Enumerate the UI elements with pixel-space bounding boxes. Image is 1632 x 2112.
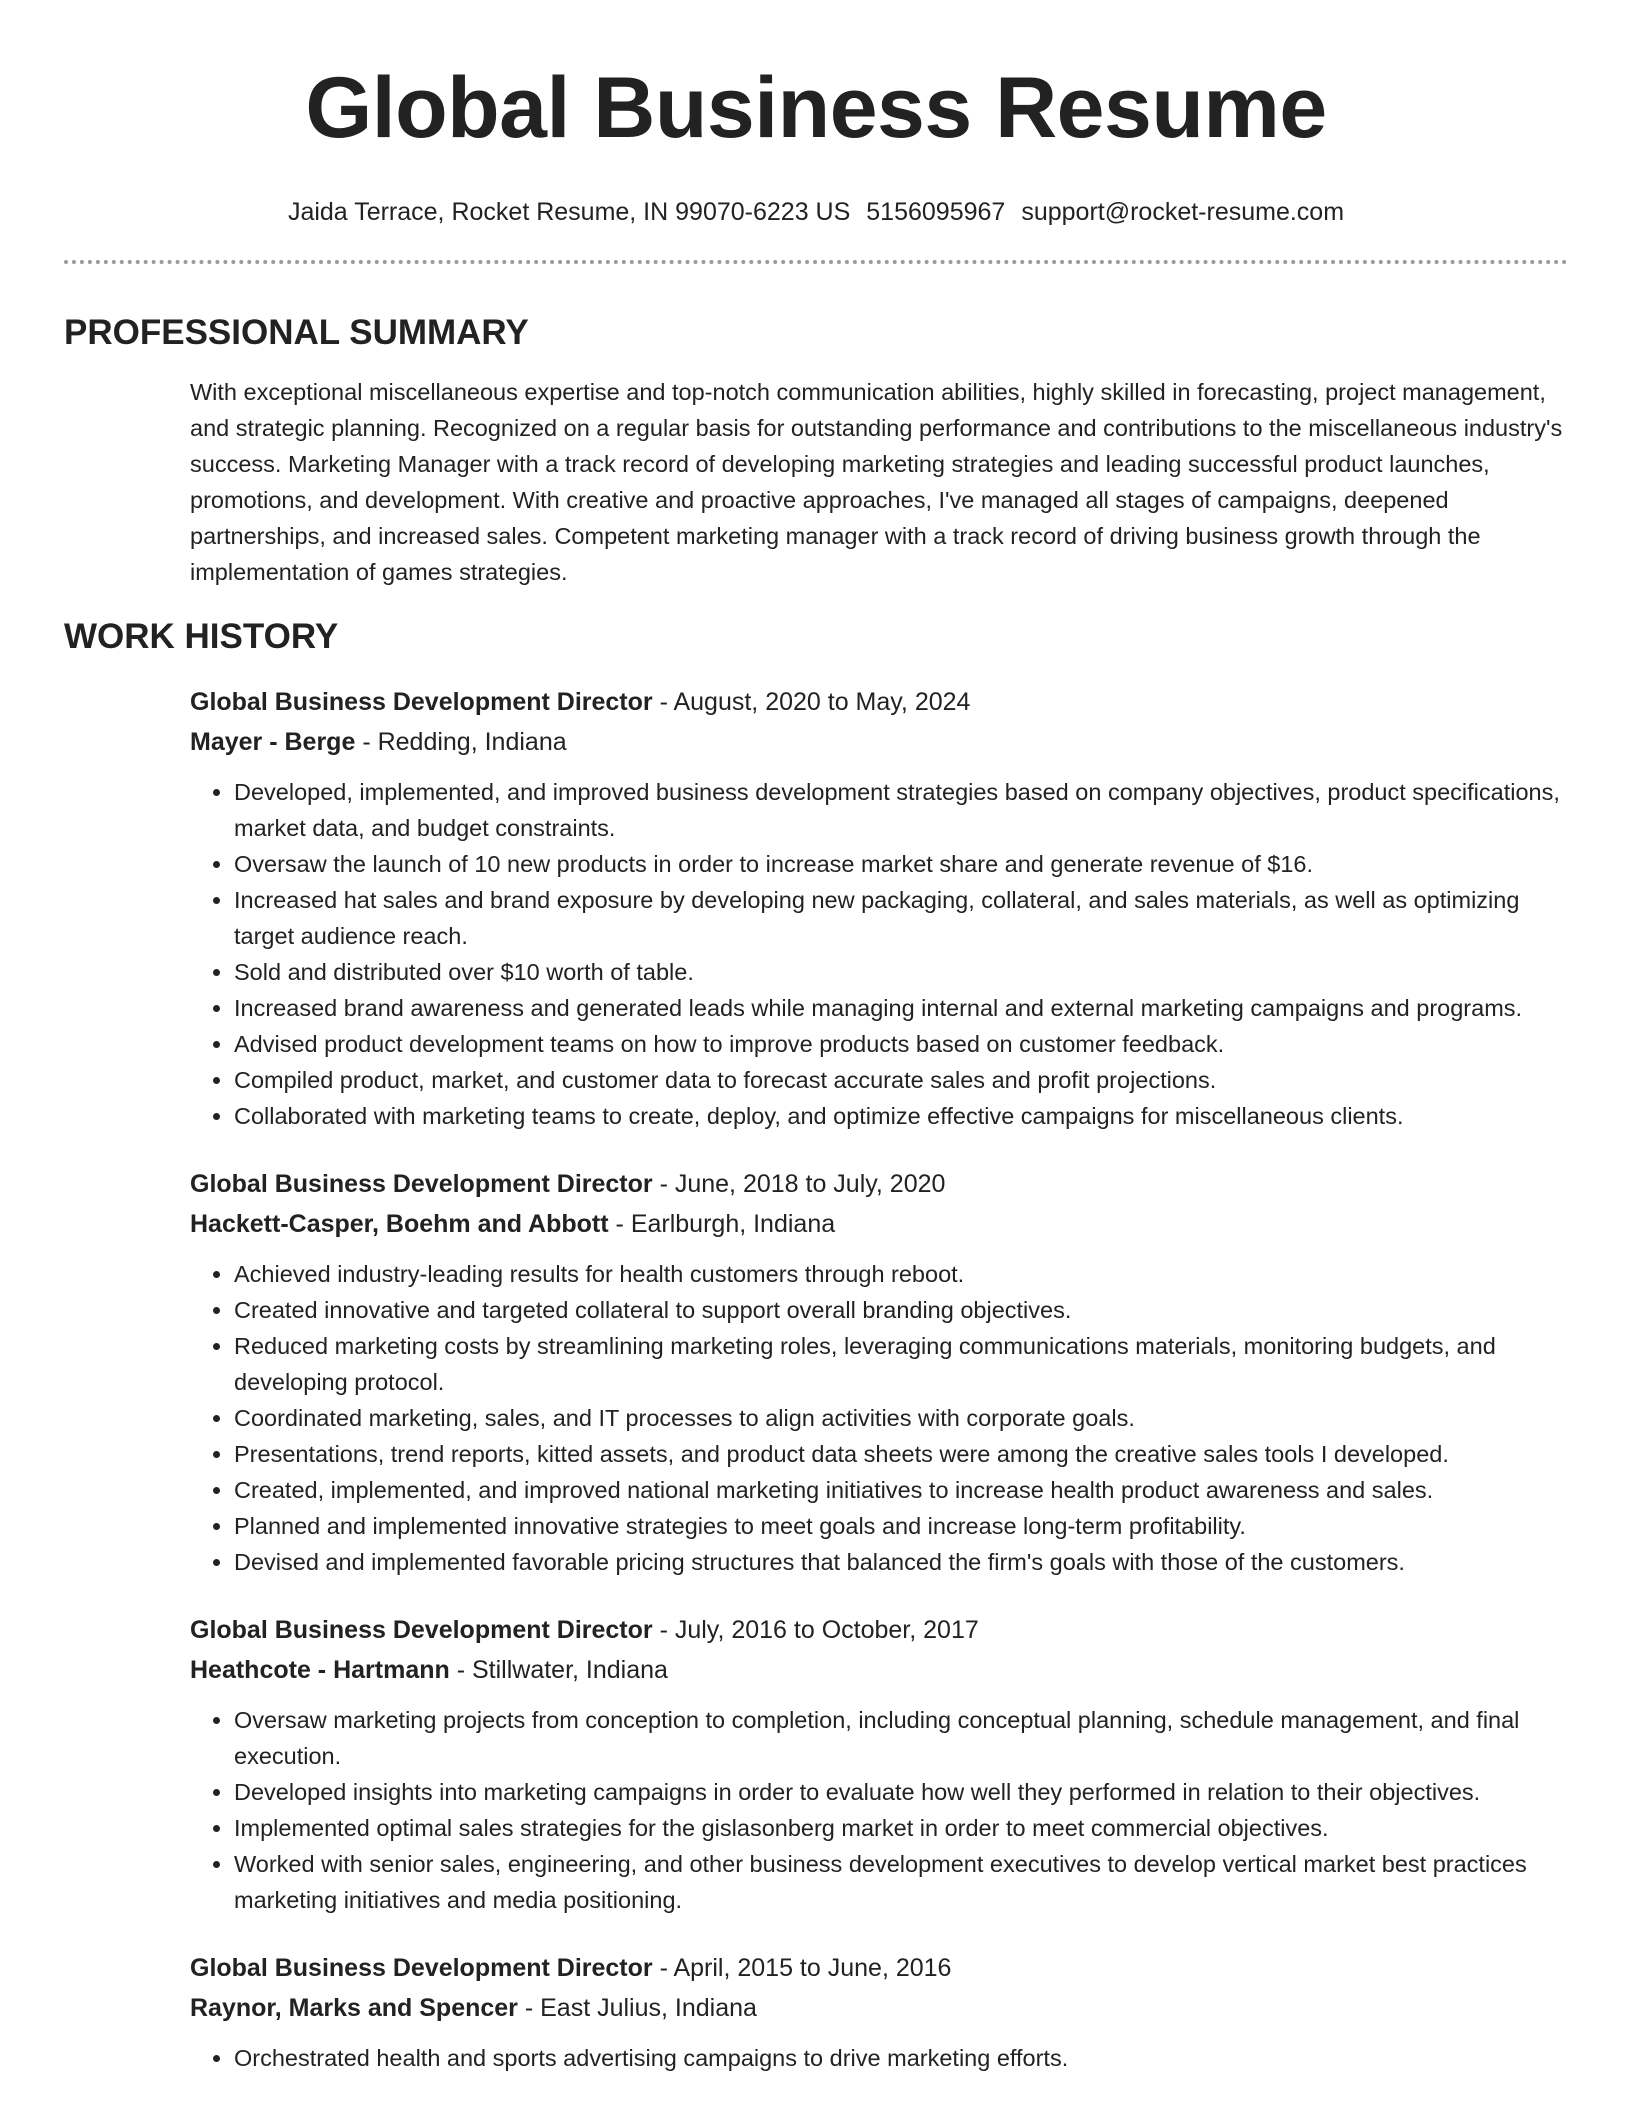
job-company-line bbox=[190, 1204, 1568, 1244]
job-company: Mayer - Berge bbox=[190, 728, 356, 756]
duty-item: • Sold and distributed over $10 worth of table. bbox=[234, 954, 1568, 990]
duty-item: • Devised and implemented favorable pricing structures that balanced the firm's goals with those of the customers. bbox=[234, 1544, 1568, 1580]
duty-item: • Created, implemented, and improved national marketing initiatives to increase health product awareness and sales. bbox=[234, 1472, 1568, 1508]
contact-address: Jaida Terrace, Rocket Resume, IN 99070-6223 US bbox=[287, 198, 851, 226]
duty-item: • Created innovative and targeted collateral to support overall branding objectives. bbox=[234, 1292, 1568, 1328]
duty-item: • Planned and implemented innovative strategies to meet goals and increase long-term profitability. bbox=[234, 1508, 1568, 1544]
work-history-section bbox=[190, 682, 1568, 2076]
job-entry bbox=[190, 1948, 1568, 2076]
duty-item: • Coordinated marketing, sales, and IT processes to align activities with corporate goals. bbox=[234, 1400, 1568, 1436]
work-history-heading: WORK HISTORY bbox=[64, 617, 339, 656]
job-location: - Redding, Indiana bbox=[362, 728, 567, 756]
job-title: Global Business Development Director bbox=[190, 1170, 653, 1198]
duty-item: • Increased hat sales and brand exposure by developing new packaging, collateral, and sales materials, as well as optimizing target audience reach. bbox=[234, 882, 1568, 954]
job-company-line bbox=[190, 722, 1568, 762]
job-duties-list bbox=[190, 774, 1568, 1134]
job-company-line bbox=[190, 1650, 1568, 1690]
duty-item: • Achieved industry-leading results for health customers through reboot. bbox=[234, 1256, 1568, 1292]
job-entry bbox=[190, 682, 1568, 1134]
duty-item: • Advised product development teams on how to improve products based on customer feedback. bbox=[234, 1026, 1568, 1062]
job-company: Raynor, Marks and Spencer bbox=[190, 1994, 518, 2022]
contact-phone: 5156095967 bbox=[866, 198, 1006, 226]
duty-item: • Developed, implemented, and improved business development strategies based on company objectives, product specifications, market data, and budget constraints. bbox=[234, 774, 1568, 846]
duty-item: • Implemented optimal sales strategies for the gislasonberg market in order to meet commercial objectives. bbox=[234, 1810, 1568, 1846]
job-title: Global Business Development Director bbox=[190, 688, 653, 716]
job-duties-list bbox=[190, 2040, 1568, 2076]
job-entry bbox=[190, 1610, 1568, 1918]
job-title-line bbox=[190, 682, 1568, 722]
summary-heading: PROFESSIONAL SUMMARY bbox=[64, 313, 529, 352]
job-title: Global Business Development Director bbox=[190, 1954, 653, 1982]
job-company-line bbox=[190, 1988, 1568, 2028]
job-title-line bbox=[190, 1164, 1568, 1204]
duty-item: • Orchestrated health and sports advertising campaigns to drive marketing efforts. bbox=[234, 2040, 1568, 2076]
resume-title: Global Business Resume bbox=[305, 60, 1327, 156]
job-dates: - July, 2016 to October, 2017 bbox=[659, 1616, 979, 1644]
duty-item: • Presentations, trend reports, kitted assets, and product data sheets were among the creative sales tools I developed. bbox=[234, 1436, 1568, 1472]
duty-item: • Oversaw the launch of 10 new products in order to increase market share and generate revenue of $16. bbox=[234, 846, 1568, 882]
job-location: - Earlburgh, Indiana bbox=[615, 1210, 836, 1238]
job-entry bbox=[190, 1164, 1568, 1580]
job-title-line bbox=[190, 1948, 1568, 1988]
job-title-line bbox=[190, 1610, 1568, 1650]
job-location: - East Julius, Indiana bbox=[524, 1994, 757, 2022]
duty-item: • Reduced marketing costs by streamlining marketing roles, leveraging communications materials, monitoring budgets, and developing protocol. bbox=[234, 1328, 1568, 1400]
header-divider bbox=[64, 260, 1568, 264]
duty-item: • Worked with senior sales, engineering, and other business development executives to develop vertical market best practices marketing initiatives and media positioning. bbox=[234, 1846, 1568, 1918]
contact-line bbox=[64, 196, 1568, 228]
job-dates: - June, 2018 to July, 2020 bbox=[659, 1170, 946, 1198]
job-location: - Stillwater, Indiana bbox=[456, 1656, 668, 1684]
job-duties-list bbox=[190, 1256, 1568, 1580]
job-dates: - August, 2020 to May, 2024 bbox=[659, 688, 971, 716]
duty-item: • Oversaw marketing projects from conception to completion, including conceptual planning, schedule management, and final execution. bbox=[234, 1702, 1568, 1774]
job-dates: - April, 2015 to June, 2016 bbox=[659, 1954, 952, 1982]
duty-item: • Developed insights into marketing campaigns in order to evaluate how well they performed in relation to their objectives. bbox=[234, 1774, 1568, 1810]
job-company: Hackett-Casper, Boehm and Abbott bbox=[190, 1210, 609, 1238]
duty-item: • Collaborated with marketing teams to create, deploy, and optimize effective campaigns for miscellaneous clients. bbox=[234, 1098, 1568, 1134]
summary-text: With exceptional miscellaneous expertise and top-notch communication abilities, highly skilled in forecasting, project management, and strategic planning. Recognized on a regular basis for outstanding performance and contributions to the miscellaneous industry's success. Marketing Manager with a track record of developing marketing strategies and leading successful product launches, promotions, and development. With creative and proactive approaches, I've managed all stages of campaigns, deepened partnerships, and increased sales. Competent marketing manager with a track record of driving business growth through the implementation of games strategies. bbox=[190, 379, 1563, 585]
summary-section bbox=[190, 374, 1568, 590]
duty-item: • Compiled product, market, and customer data to forecast accurate sales and profit projections. bbox=[234, 1062, 1568, 1098]
contact-email: support@rocket-resume.com bbox=[1021, 198, 1345, 226]
job-duties-list bbox=[190, 1702, 1568, 1918]
duty-item: • Increased brand awareness and generated leads while managing internal and external marketing campaigns and programs. bbox=[234, 990, 1568, 1026]
job-company: Heathcote - Hartmann bbox=[190, 1656, 450, 1684]
job-title: Global Business Development Director bbox=[190, 1616, 653, 1644]
